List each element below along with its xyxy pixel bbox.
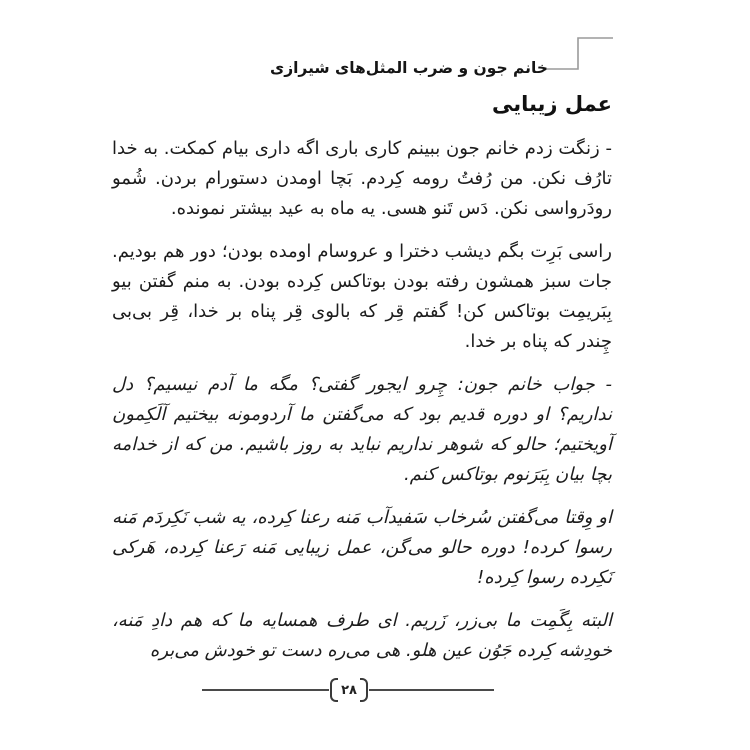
section-title: عمل زیبایی <box>491 92 612 116</box>
page-number-ornament <box>329 678 369 702</box>
body-text <box>112 134 612 679</box>
paragraph: او وِقتا می‌گفتن سُرخاب سَفیدآب مَنه رعنا کِرده، یه شب نَکِردَم مَنه رسوا کرده! دوره حالو می‌گن، عمل زیبایی مَنه رَعنا کِرده، هَرکی نَکِرده رسوا کِرده! <box>112 507 612 588</box>
paragraph: - زنگت زدم خانم جون ببینم کاری باری اگه داری بیام کمکت. به خدا تارُف نکن. من رُفتُ رومه کِردم. بَچا اومدن دستورام بردن. شُمو رودَرواسی نکن. دَس تَنو هسی. یه ماه به عید بیشتر نمونده. <box>112 138 612 219</box>
header-step-rule <box>546 36 614 72</box>
footer-rule-right <box>369 689 494 691</box>
bracket-left-icon <box>330 678 338 702</box>
paragraph: - جواب خانم جون: چِرو ایجور گفتی؟ مگه ما آدم نیسیم؟ دل نداریم؟ او دوره قدیم بود که می‌گفتن ما آردومونه بیختیم آلَکِمون آویختیم؛ حالو که شوهر نداریم نباید به روز باشیم. من که از خدامه بچا بیان بِبَرَنوم بوتاکس کنم. <box>112 374 612 485</box>
paragraph: راسی بَرِت بگم دیشب دخترا و عروسام اومده بودن؛ دور هم بودیم. جات سبز همشون رفته بودن بوتاکس کِرده بودن. به منم گفتن بیو بِبَریمِت بوتاکس کن! گفتم قِر که بالوی قِر پناه بر خدا، قِر بی‌بی چِندر که پناه بر خدا. <box>112 241 612 352</box>
page-footer <box>98 676 598 704</box>
page-number: ۲۸ <box>341 682 357 698</box>
bracket-right-icon <box>360 678 368 702</box>
paragraph: البته بِگَمِت ما بی‌زر، زَریم. ای طرف همسایه ما که هم دادِ مَنه، خودِشه کِرده جَوُن عین هلو. هی می‌ره دست تو خودش می‌بره <box>112 610 612 661</box>
footer-rule-left <box>202 689 329 691</box>
running-head-title: خانم جون و ضرب المثل‌های شیرازی <box>269 59 548 77</box>
